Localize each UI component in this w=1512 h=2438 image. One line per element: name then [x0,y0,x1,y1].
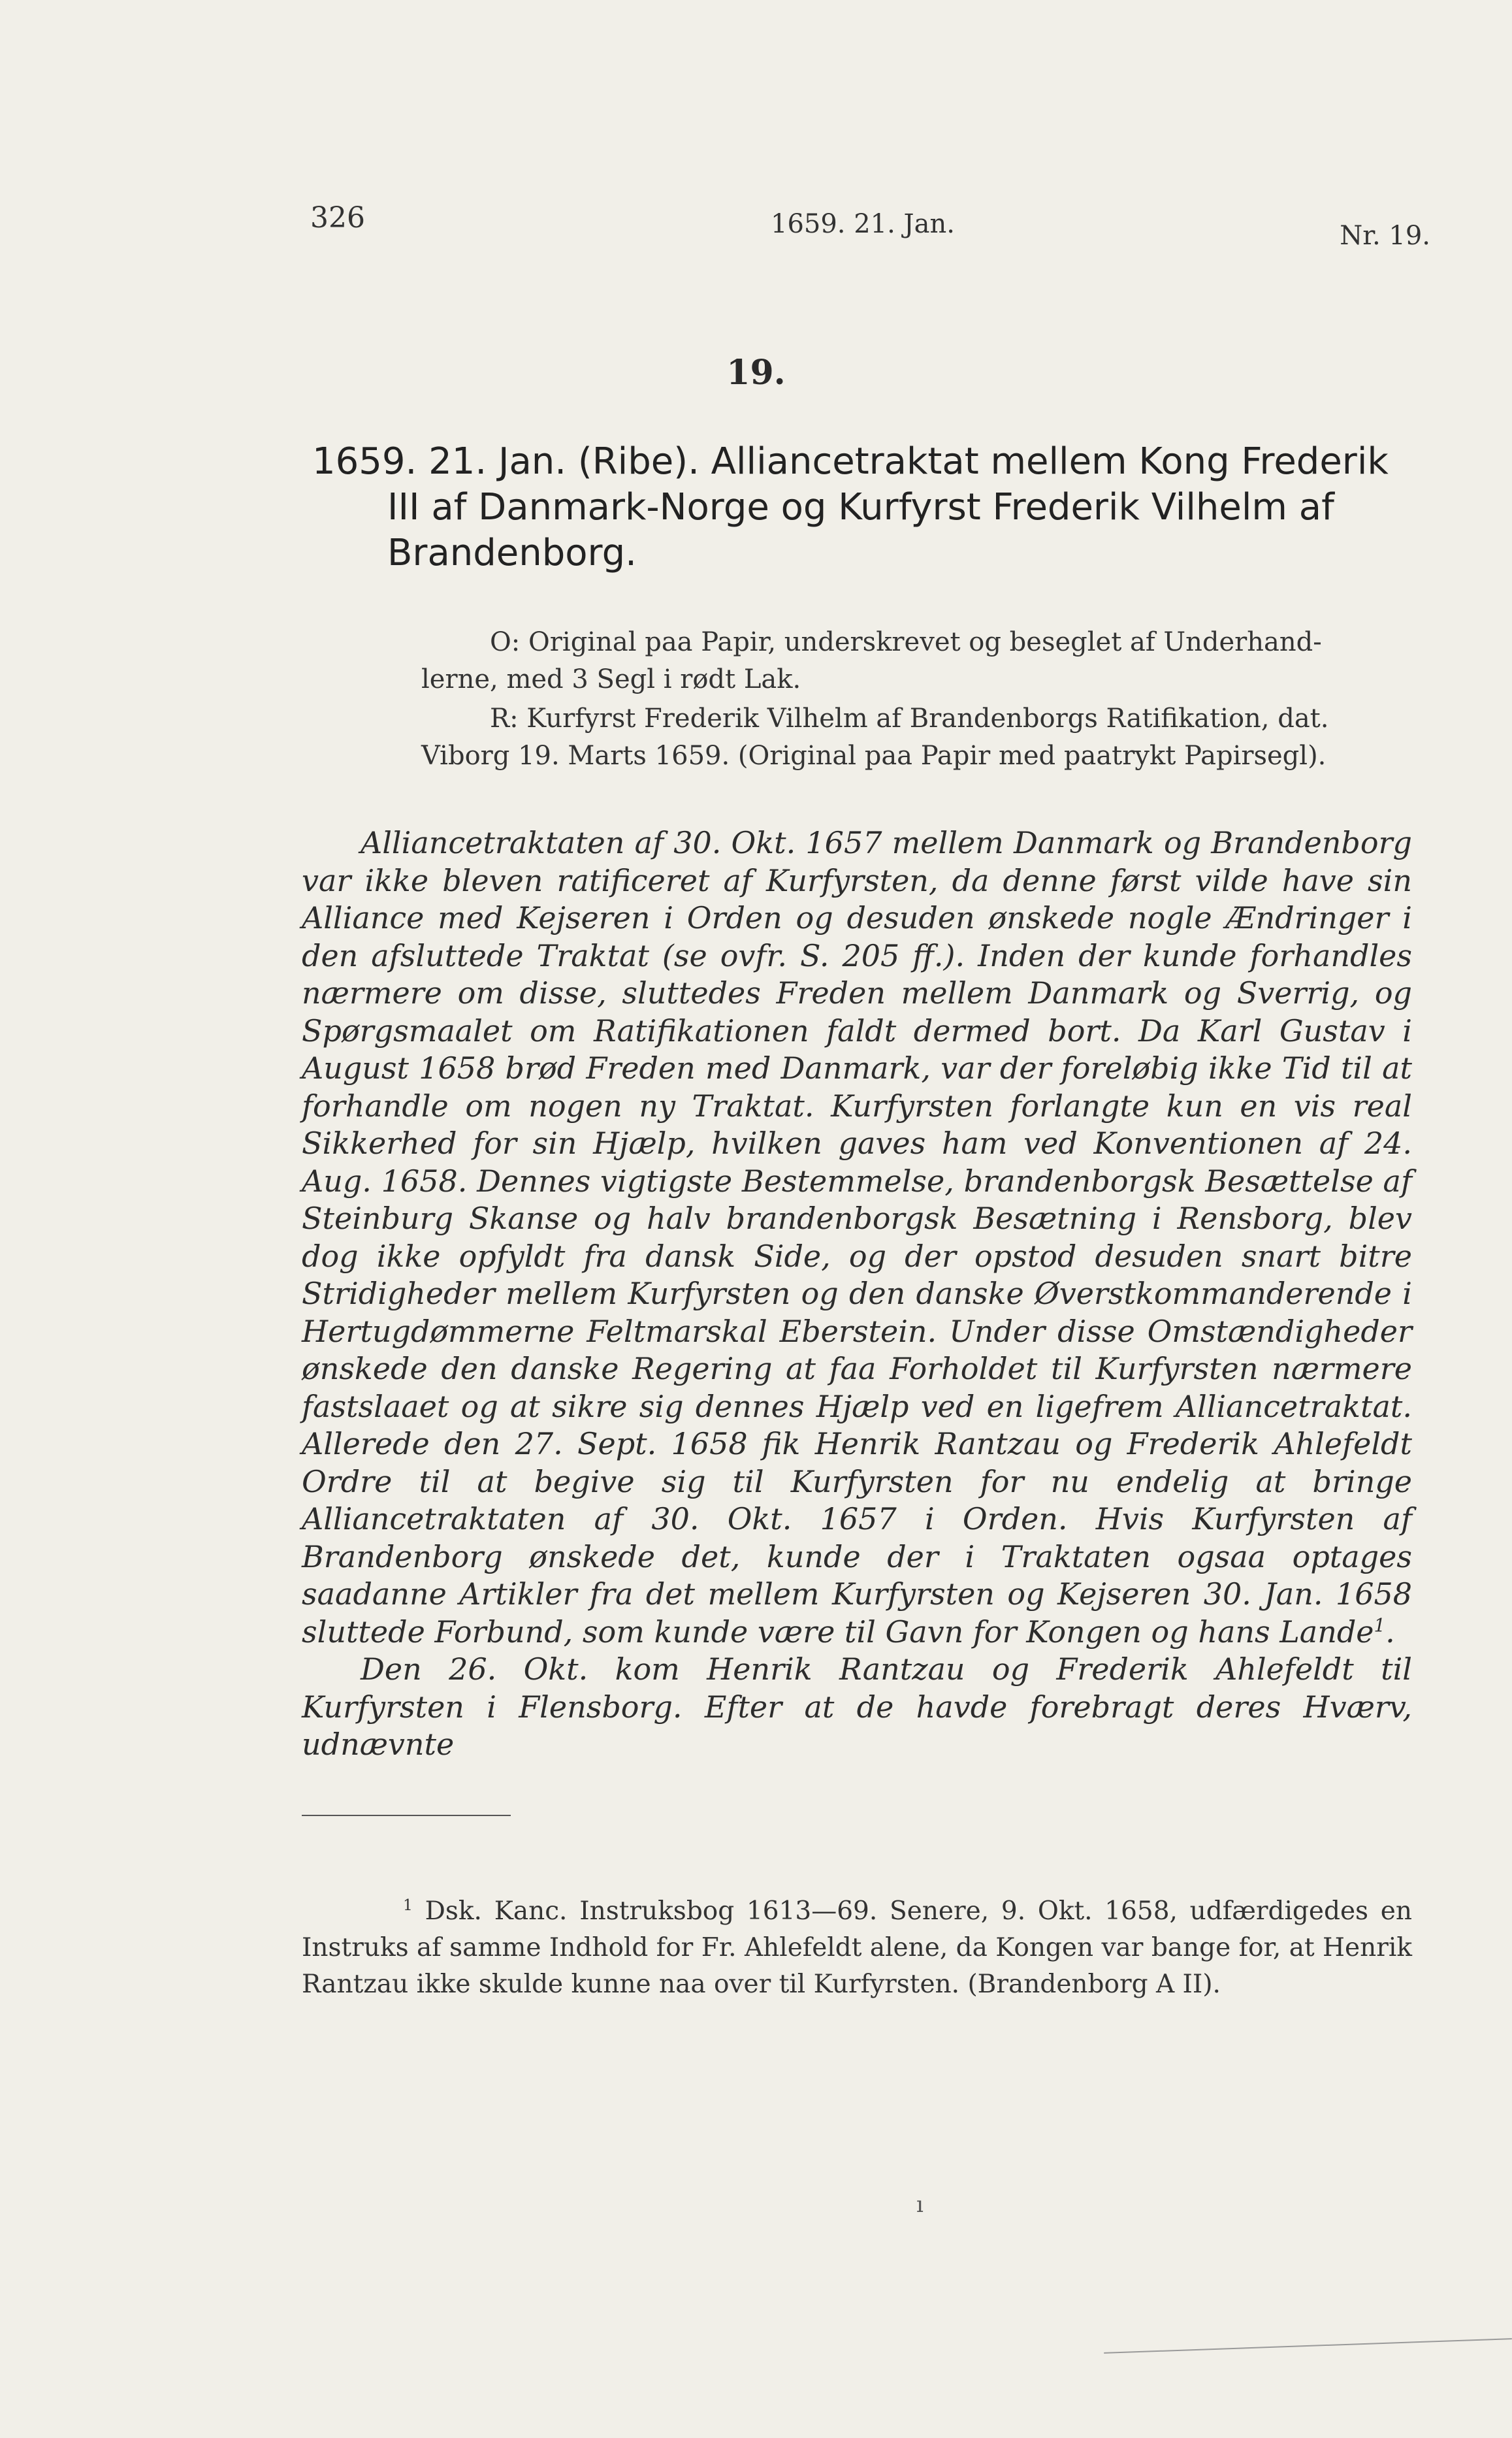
page-edge-line [1104,2338,1512,2354]
intro-paragraph-1 [302,824,1412,1651]
footnote-text: Dsk. Kanc. Instruksbog 1613—69. Senere, 9. Okt. 1658, udfærdigedes en Instruks af samme Indhold for Fr. Ahlefeldt alene, da Kongen var bange for, at Henrik Rantzau ikke skulde kunne naa over til Kurfyrsten. (Brandenborg A II). [302,1896,1412,1999]
title-line-2: III af Danmark-Norge og Kurfyrst Frederik Vilhelm af [387,486,1334,528]
intro-paragraph-1-text: Alliancetraktaten af 30. Okt. 1657 mellem Danmark og Brandenborg var ikke bleven ratificeret af Kurfyrsten, da denne først vilde have sin Alliance med Kejseren i Orden og desuden ønskede nogle Ændringer i den afsluttede Traktat (se ovfr. S. 205 ff.). Inden der kunde forhandles nærmere om disse, sluttedes Freden mellem Danmark og Sverrig, og Spørgsmaalet om Ratifikationen faldt dermed bort. Da Karl Gustav i August 1658 brød Freden med Danmark, var der foreløbig ikke Tid til at forhandle om nogen ny Traktat. Kurfyrsten forlangte kun en vis real Sikkerhed for sin Hjælp, hvilken gaves ham ved Konventionen af 24. Aug. 1658. Dennes vigtigste Bestemmelse, brandenborgsk Besættelse af Steinburg Skanse og halv brandenborgsk Besætning i Rensborg, blev dog ikke opfyldt fra dansk Side, og der opstod desuden snart bitre Stridigheder mellem Kurfyrsten og den danske Øverstkommanderende i Hertugdømmerne Feltmarskal Eberstein. Under disse Omstændigheder ønskede den danske Regering at faa Forholdet til Kurfyrsten nærmere fastslaaet og at sikre sig dennes Hjælp ved en ligefrem Alliancetraktat. Allerede den 27. Sept. 1658 fik Henrik Rantzau og Frederik Ahlefeldt Ordre til at begive sig til Kurfyrsten for nu endelig at bringe Alliancetraktaten af 30. Okt. 1657 i Orden. Hvis Kurfyrsten af Brandenborg ønskede det, kunde der i Traktaten ogsaa optages saadanne Artikler fra det mellem Kurfyrsten og Kejseren 30. Jan. 1658 sluttede Forbund, som kunde være til Gavn for Kongen og hans Lande [302,825,1412,1650]
footnote-ref[interactable]: 1 [1374,1614,1386,1636]
source-r-line-1: R: Kurfyrst Frederik Vilhelm af Brandenborgs Ratifikation, dat. [490,704,1329,734]
title-line-3: Brandenborg. [387,532,637,574]
source-o-line-2: lerne, med 3 Segl i rødt Lak. [421,664,801,694]
page-mark: ı [916,2192,924,2218]
intro-paragraph-1-end: . [1385,1614,1395,1650]
document-title [312,439,1423,576]
title-line-1: 1659. 21. Jan. (Ribe). Alliancetraktat mellem Kong Frederik [312,440,1389,483]
footnotes [302,1893,1412,2003]
document-number: 19. [726,353,786,393]
intro-paragraph-2: Den 26. Okt. kom Henrik Rantzau og Frederik Ahlefeldt til Kurfyrsten i Flensborg. Efter at de havde forebragt deres Hværv, udnævnte [302,1651,1412,1762]
source-o-line-1: O: Original paa Papir, underskrevet og beseglet af Underhand- [490,627,1322,657]
header-doc-ref: Nr. 19. [1340,221,1430,251]
footnote-divider [302,1815,511,1816]
page-number: 326 [310,201,365,235]
source-original [421,624,1424,698]
source-r-line-2: Viborg 19. Marts 1659. (Original paa Papir med paatrykt Papirsegl). [421,741,1327,771]
introduction [302,824,1412,1764]
footnote-marker: 1 [403,1896,413,1914]
source-ratification [421,700,1424,775]
footnote-item [302,1893,1412,2003]
running-header [307,196,1430,251]
header-date: 1659. 21. Jan. [771,209,955,239]
